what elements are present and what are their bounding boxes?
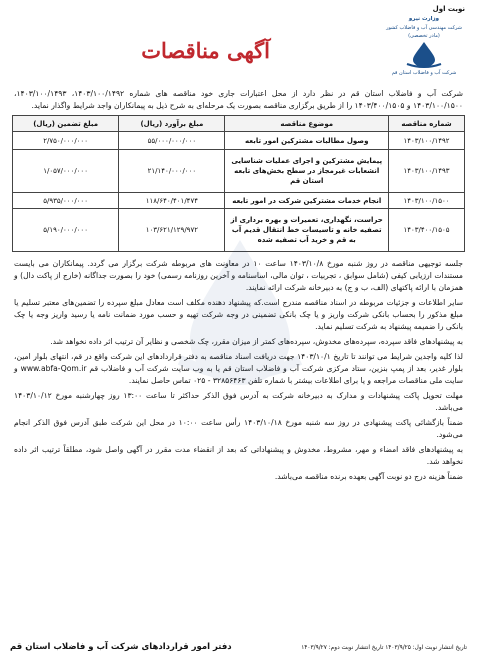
publication-round-label: نوبت اول xyxy=(432,5,465,13)
opening-paragraph: ضمناً بازگشائی پاکت پیشنهادی در روز سه شنبه مورخ ۱۴۰۳/۱۰/۱۸ رأس ساعت ۱۰:۰۰ در محل این شرکت طبق آدرس فوق الذکر انجام می‌شود. xyxy=(14,418,463,439)
guarantee-amount-cell: ۵/۱۹۰/۰۰۰/۰۰۰ xyxy=(13,209,119,252)
guarantee-amount-cell: ۱/۰۵۷/۰۰۰/۰۰۰ xyxy=(13,150,119,193)
tender-number-cell: ۱۴۰۳/۱۰۰/۱۴۹۳ xyxy=(388,150,464,193)
table-row xyxy=(13,209,465,252)
conditions-text xyxy=(14,258,463,483)
estimate-amount-cell: ۱۱۸/۶۴۰/۴۰۱/۴۷۴ xyxy=(119,193,225,209)
tender-table xyxy=(12,115,465,252)
table-row xyxy=(13,193,465,209)
tender-number-cell: ۱۴۰۳/۴۰۰/۱۵۰۵ xyxy=(388,209,464,252)
briefing-paragraph: جلسه توجیهی مناقصه در روز شنبه مورخ ۱۴۰۳/۱۰/۸ ساعت ۱۰ در معاونت های مربوطه شرکت برگزار می گردد. پیمانکاران می بایست مستندات ارزیابی کیفی (شامل سوابق ، تجربیات ، توان مالی، اساسنامه و آخرین روزنامه رسمی) خود را بصورت جداگانه (خارج از پاکت دال) و همزمان با ارائه پاکتهای (الف، ب و ج) به دبیرخانه شرکت ارائه نمایند. xyxy=(14,259,463,292)
table-row xyxy=(13,132,465,150)
guarantee-amount-cell: ۵/۹۳۵/۰۰۰/۰۰۰ xyxy=(13,193,119,209)
table-row xyxy=(13,150,465,193)
issuing-department: دفتر امور قراردادهای شرکت آب و فاضلاب استان قم xyxy=(10,642,232,652)
tender-subject-cell: وصول مطالبات مشترکین امور تابعه xyxy=(225,132,389,150)
column-header-guarantee: مبلغ تضمین (ریال) xyxy=(13,116,119,132)
tender-number-cell: ۱۴۰۳/۱۰۰/۱۵۰۰ xyxy=(388,193,464,209)
header xyxy=(12,16,465,88)
table-header-row xyxy=(13,116,465,132)
logo-provincial-text: شرکت آب و فاضلاب استان قم xyxy=(391,70,457,76)
deposit-paragraph: سایر اطلاعات و جزئیات مربوطه در اسناد مناقصه مندرج است.که پیشنهاد دهنده مکلف است معادل مبلغ سپرده را تضمین‌های معتبر تسلیم یا مبلغ مذکور را بحساب بانکی شرکت واریز و یا چک بانکی تضمینی در وجه شرکت تهیه و حسب مورد ضمانت نامه یا رسید واریز وجه یا چک بانکی را ضمیمه پیشنهاد به شرکت تسلیم نماید. xyxy=(14,298,463,331)
rejection-paragraph: به پیشنهادهای فاقد امضاء و مهر، مشروط، مخدوش و پیشنهاداتی که بعد از انقضاء مدت مقرر در آگهی واصل شود، مطلقاً ترتیب اثر داده نخواهد شد. xyxy=(14,445,463,466)
estimate-amount-cell: ۲۱/۱۴۰/۰۰۰/۰۰۰ xyxy=(119,150,225,193)
logo-ministry-text: وزارت نیرو xyxy=(408,16,440,22)
intro-paragraph: شرکت آب و فاضلاب استان قم در نظر دارد از محل اعتبارات جاری خود مناقصه های شماره ۱۴۰۳/۱۰۰/۱۴۹۲، ۱۴۰۳/۱۰۰/۱۴۹۳، ۱۴۰۳/۱۰۰/۱۵۰۰ و ۱۴۰۳/۴۰۰/۱۵۰۵ را از طریق برگزاری مناقصه بصورت یک مرحله‌ای به شرح ذیل به پیمانکاران واجد شرایط واگذار نماید. xyxy=(14,89,463,110)
company-logo xyxy=(383,16,465,76)
deadline-paragraph: مهلت تحویل پاکت پیشنهادات و مدارک به دبیرخانه شرکت به آدرس فوق الذکر حداکثر تا ساعت ۱۳:۰۰ روز چهارشنبه مورخ ۱۴۰۳/۱۰/۱۲ می‌باشد. xyxy=(14,391,463,412)
column-header-number: شماره مناقصه xyxy=(388,116,464,132)
water-drop-icon xyxy=(403,40,445,68)
cost-paragraph: ضمناً هزینه درج دو نوبت آگهی بعهده برنده مناقصه می‌باشد. xyxy=(274,472,463,481)
logo-company-text: شرکت مهندسی آب و فاضلاب کشور xyxy=(386,25,462,31)
guarantee-amount-cell: ۲/۷۵۰/۰۰۰/۰۰۰ xyxy=(13,132,119,150)
invalid-deposit-paragraph: به پیشنهادهای فاقد سپرده، سپرده‌های مخدوش، سپرده‌های کمتر از میزان مقرر، چک شخصی و نظایر آن ترتیب اثر داده نخواهد شد. xyxy=(50,337,463,346)
tender-number-cell: ۱۴۰۳/۱۰۰/۱۴۹۲ xyxy=(388,132,464,150)
estimate-amount-cell: ۵۵/۰۰۰/۰۰۰/۰۰۰ xyxy=(119,132,225,150)
tender-subject-cell: انجام خدمات مشترکین شرکت در امور تابعه xyxy=(225,193,389,209)
footer xyxy=(10,637,467,661)
column-header-estimate: مبلغ برآورد (ریال) xyxy=(119,116,225,132)
page-title: آگهی مناقصات xyxy=(141,38,270,63)
documents-paragraph: لذا کلیه واجدین شرایط می توانند تا تاریخ ۱۴۰۳/۱۰/۱ جهت دریافت اسناد مناقصه به دفتر قراردادهای این شرکت واقع در قم، انتهای بلوار امین، بلوار غدیر، بعد از پمپ بنزین، ستاد مرکزی شرکت آب و فاضلاب استان قم یا به وب سایت شرکت آب و فاضلاب قم www.abfa-Qom.ir و سایت ملی مناقصات مراجعه و یا برای اطلاعات بیشتر با شماره تلفن ۳۲۸۵۶۴۶۳ - ۰۲۵ تماس حاصل نمایند. xyxy=(14,352,463,385)
tender-subject-cell: حراست، نگهداری، تعمیرات و بهره برداری از تصفیه خانه و تاسیسات خط انتقال قدیم آب به قم و خرید آب تصفیه شده xyxy=(225,209,389,252)
logo-type-text: (مادر تخصصی) xyxy=(408,33,440,39)
estimate-amount-cell: ۱۰۳/۶۲۱/۱۲۹/۹۷۲ xyxy=(119,209,225,252)
publication-dates: تاریخ انتشار نوبت اول: ۱۴۰۳/۹/۲۵ تاریخ انتشار نوبت دوم: ۱۴۰۳/۹/۲۷ xyxy=(301,645,467,651)
tender-subject-cell: پیمایش مشترکین و اجرای عملیات شناسایی انشعابات غیرمجاز در سطح بخش‌های تابعه استان قم xyxy=(225,150,389,193)
column-header-subject: موضوع مناقصه xyxy=(225,116,389,132)
